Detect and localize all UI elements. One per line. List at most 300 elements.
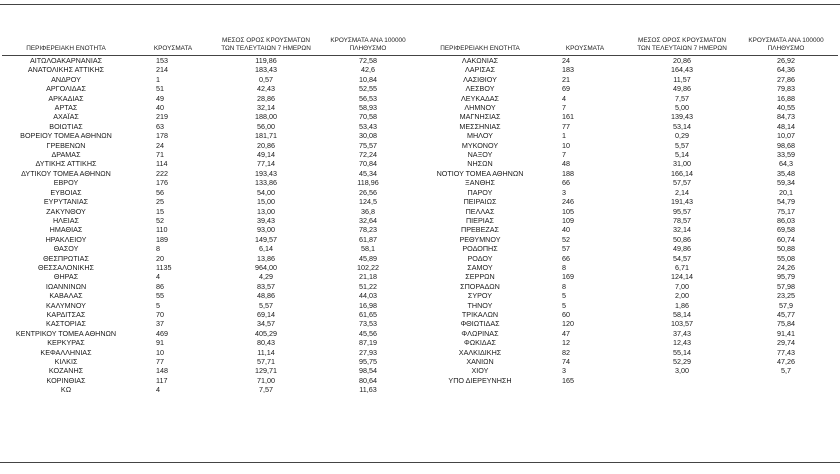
cell-avg: 32,14 xyxy=(257,103,275,113)
table-row xyxy=(2,84,420,93)
cell-cases: 7 xyxy=(562,103,566,113)
table-row xyxy=(2,366,420,375)
cell-region: ΛΗΜΝΟΥ xyxy=(464,103,496,113)
cell-cases: 82 xyxy=(562,347,570,357)
table-row xyxy=(420,122,838,131)
cell-per100k: 118,96 xyxy=(357,178,379,188)
cell-avg: 49,86 xyxy=(673,84,691,94)
cell-avg: 11,14 xyxy=(257,347,275,357)
cell-cases: 109 xyxy=(562,215,574,225)
cell-per100k: 23,25 xyxy=(777,291,795,301)
table-row xyxy=(420,310,838,319)
cell-region: ΡΟΔΟΥ xyxy=(467,253,493,263)
cell-region: ΘΑΣΟΥ xyxy=(53,244,79,254)
cell-avg: 405,29 xyxy=(255,328,277,338)
table-row xyxy=(420,131,838,140)
cell-region: ΛΕΥΚΑΔΑΣ xyxy=(460,93,499,103)
cell-cases: 24 xyxy=(156,140,164,150)
cell-per100k: 36,8 xyxy=(361,206,375,216)
cell-avg: 0,29 xyxy=(675,131,689,141)
cell-region: ΘΗΡΑΣ xyxy=(53,272,79,282)
cell-per100k: 61,65 xyxy=(359,309,377,319)
cell-region: ΠΕΙΡΑΙΩΣ xyxy=(463,197,497,207)
table-row xyxy=(420,357,838,366)
cell-region: ΜΑΓΝΗΣΙΑΣ xyxy=(459,112,501,122)
cell-region: ΛΑΣΙΘΙΟΥ xyxy=(463,74,497,84)
cell-avg: 53,14 xyxy=(673,121,691,131)
cell-per100k: 57,98 xyxy=(777,281,795,291)
cell-cases: 12 xyxy=(562,338,570,348)
cell-cases: 105 xyxy=(562,206,574,216)
cell-cases: 51 xyxy=(156,84,164,94)
cell-per100k: 29,74 xyxy=(777,338,795,348)
table-row xyxy=(2,263,420,272)
cell-region: ΑΧΑΪΑΣ xyxy=(53,112,79,122)
cell-avg: 2,00 xyxy=(675,291,689,301)
cell-cases: 189 xyxy=(156,234,168,244)
table-row xyxy=(2,310,420,319)
table-row xyxy=(2,272,420,281)
cell-cases: 55 xyxy=(156,291,164,301)
cell-avg: 166,14 xyxy=(671,168,693,178)
cell-region: ΚΟΖΑΝΗΣ xyxy=(48,366,84,376)
cases-table-right xyxy=(420,16,838,385)
table-row xyxy=(2,159,420,168)
cell-region: ΡΕΘΥΜΝΟΥ xyxy=(459,234,501,244)
cell-region: ΓΡΕΒΕΝΩΝ xyxy=(46,140,86,150)
cell-region: ΚΕΝΤΡΙΚΟΥ ΤΟΜΕΑ ΑΘΗΝΩΝ xyxy=(15,328,117,338)
cell-avg: 58,14 xyxy=(673,309,691,319)
cell-avg: 139,43 xyxy=(671,112,693,122)
cell-per100k: 95,79 xyxy=(777,272,795,282)
cell-region: ΚΑΣΤΟΡΙΑΣ xyxy=(46,319,86,329)
table-row xyxy=(2,178,420,187)
cell-avg: 57,57 xyxy=(673,178,691,188)
table-row xyxy=(2,338,420,347)
cell-avg: 77,14 xyxy=(257,159,275,169)
cell-avg: 15,00 xyxy=(257,197,275,207)
cell-avg: 13,86 xyxy=(257,253,275,263)
cell-avg: 1,86 xyxy=(675,300,689,310)
cell-avg: 55,14 xyxy=(673,347,691,357)
cell-cases: 5 xyxy=(562,291,566,301)
cell-cases: 148 xyxy=(156,366,168,376)
cell-cases: 77 xyxy=(562,121,570,131)
cell-per100k: 64,3 xyxy=(779,159,793,169)
cell-per100k: 59,34 xyxy=(777,178,795,188)
cell-avg: 13,00 xyxy=(257,206,275,216)
cell-cases: 117 xyxy=(156,375,168,385)
cell-per100k: 75,57 xyxy=(359,140,377,150)
cell-avg: 181,71 xyxy=(255,131,277,141)
cell-region: ΣΥΡΟΥ xyxy=(467,291,493,301)
cell-region: ΠΑΡΟΥ xyxy=(467,187,493,197)
cell-per100k: 20,1 xyxy=(779,187,793,197)
cell-region: ΝΗΣΩΝ xyxy=(467,159,493,169)
cell-avg: 193,43 xyxy=(255,168,277,178)
cell-per100k: 42,6 xyxy=(361,65,375,75)
cell-cases: 48 xyxy=(562,159,570,169)
cell-region: ΛΑΡΙΣΑΣ xyxy=(464,65,496,75)
cell-cases: 47 xyxy=(562,328,570,338)
cell-cases: 56 xyxy=(156,187,164,197)
table-row xyxy=(420,338,838,347)
cell-avg: 28,86 xyxy=(257,93,275,103)
cell-region: ΠΕΛΛΑΣ xyxy=(465,206,495,216)
cell-avg: 83,57 xyxy=(257,281,275,291)
cell-region: ΦΛΩΡΙΝΑΣ xyxy=(461,328,499,338)
cell-cases: 40 xyxy=(562,225,570,235)
cell-cases: 70 xyxy=(156,309,164,319)
cell-region: ΘΕΣΠΡΩΤΙΑΣ xyxy=(43,253,89,263)
cell-cases: 20 xyxy=(156,253,164,263)
cell-per100k: 79,83 xyxy=(777,84,795,94)
cell-per100k: 75,17 xyxy=(777,206,795,216)
table-row xyxy=(2,207,420,216)
cell-region: ΧΑΝΙΩΝ xyxy=(466,357,494,366)
table-row xyxy=(420,263,838,272)
cell-avg: 7,00 xyxy=(675,281,689,291)
table-row xyxy=(2,348,420,357)
cell-per100k: 27,93 xyxy=(359,347,377,357)
table-row xyxy=(420,169,838,178)
cell-cases: 176 xyxy=(156,178,168,188)
cell-per100k: 45,56 xyxy=(359,328,377,338)
table-row xyxy=(2,169,420,178)
cell-avg: 183,43 xyxy=(255,65,277,75)
table-row xyxy=(420,244,838,253)
cell-region: ΧΙΟΥ xyxy=(471,366,489,376)
cell-per100k: 5,7 xyxy=(781,366,791,376)
cell-region: ΗΛΕΙΑΣ xyxy=(52,215,80,225)
cell-cases: 1 xyxy=(562,131,566,141)
cell-per100k: 78,23 xyxy=(359,225,377,235)
cell-per100k: 86,03 xyxy=(777,215,795,225)
cell-region: ΜΗΛΟΥ xyxy=(467,131,493,141)
cell-avg: 6,14 xyxy=(259,244,273,254)
cell-per100k: 40,55 xyxy=(777,103,795,113)
cell-per100k: 58,93 xyxy=(359,103,377,113)
cell-per100k: 64,36 xyxy=(777,65,795,75)
cell-cases: 214 xyxy=(156,65,168,75)
cell-region: ΔΥΤΙΚΟΥ ΤΟΜΕΑ ΑΘΗΝΩΝ xyxy=(21,168,111,178)
cell-cases: 1 xyxy=(156,74,160,84)
cell-avg: 95,57 xyxy=(673,206,691,216)
cell-avg: 5,14 xyxy=(675,150,689,160)
cell-cases: 91 xyxy=(156,338,164,348)
table-row xyxy=(2,112,420,121)
table-row xyxy=(420,84,838,93)
cell-cases: 4 xyxy=(156,272,160,282)
cell-region: ΝΑΞΟΥ xyxy=(467,150,493,160)
cases-table-left xyxy=(2,16,420,395)
cell-avg: 6,71 xyxy=(675,262,689,272)
col-header-per100k: ΚΡΟΥΣΜΑΤΑ ΑΝΑ 100000 ΠΛΗΘΥΣΜΟ xyxy=(734,16,838,56)
cell-avg: 103,57 xyxy=(671,319,693,329)
cell-region: ΣΠΟΡΑΔΩΝ xyxy=(460,281,500,291)
cell-per100k: 33,59 xyxy=(777,150,795,160)
cell-per100k: 84,73 xyxy=(777,112,795,122)
cell-cases: 25 xyxy=(156,197,164,207)
table-row xyxy=(420,112,838,121)
cell-region: ΦΩΚΙΔΑΣ xyxy=(464,338,496,348)
cell-cases: 52 xyxy=(562,234,570,244)
cell-region: ΜΕΣΣΗΝΙΑΣ xyxy=(459,121,501,131)
cell-per100k: 58,1 xyxy=(361,244,375,254)
cell-cases: 5 xyxy=(562,300,566,310)
table-body-right xyxy=(420,56,838,386)
cell-avg: 119,86 xyxy=(255,56,277,65)
table-row xyxy=(420,301,838,310)
cell-avg: 69,14 xyxy=(257,309,275,319)
cell-cases: 8 xyxy=(562,262,566,272)
table-row xyxy=(420,207,838,216)
cell-per100k: 47,26 xyxy=(777,357,795,366)
cell-per100k: 45,77 xyxy=(777,309,795,319)
cell-per100k: 102,22 xyxy=(357,262,379,272)
cell-per100k: 21,18 xyxy=(359,272,377,282)
table-row xyxy=(420,254,838,263)
table-row xyxy=(2,254,420,263)
top-rule xyxy=(0,4,840,5)
cell-avg: 12,43 xyxy=(673,338,691,348)
cell-cases: 219 xyxy=(156,112,168,122)
cell-avg: 80,43 xyxy=(257,338,275,348)
cell-per100k: 51,22 xyxy=(359,281,377,291)
cell-cases: 8 xyxy=(156,244,160,254)
cell-cases: 66 xyxy=(562,253,570,263)
cell-cases: 120 xyxy=(562,319,574,329)
cell-cases: 3 xyxy=(562,366,566,376)
cell-per100k: 72,24 xyxy=(359,150,377,160)
cell-per100k: 60,74 xyxy=(777,234,795,244)
cell-avg: 34,57 xyxy=(257,319,275,329)
cell-region: ΚΙΛΚΙΣ xyxy=(54,357,78,366)
table-row xyxy=(420,103,838,112)
table-row xyxy=(420,216,838,225)
cell-avg: 3,00 xyxy=(675,366,689,376)
table-header-row xyxy=(2,16,420,56)
cell-cases: 5 xyxy=(156,300,160,310)
cell-region: ΕΒΡΟΥ xyxy=(53,178,79,188)
cell-region: ΛΑΚΩΝΙΑΣ xyxy=(461,56,499,65)
table-row xyxy=(420,329,838,338)
cell-region: ΑΡΤΑΣ xyxy=(54,103,78,113)
table-row xyxy=(2,75,420,84)
cell-cases: 188 xyxy=(562,168,574,178)
table-row xyxy=(420,150,838,159)
cell-per100k: 124,5 xyxy=(359,197,377,207)
cell-per100k: 80,64 xyxy=(359,375,377,385)
cell-region: ΕΥΡΥΤΑΝΙΑΣ xyxy=(43,197,89,207)
cell-region: ΜΥΚΟΝΟΥ xyxy=(461,140,499,150)
cell-cases: 161 xyxy=(562,112,574,122)
table-row xyxy=(420,178,838,187)
cell-per100k: 26,92 xyxy=(777,56,795,65)
cell-cases: 21 xyxy=(562,74,570,84)
cell-avg: 37,43 xyxy=(673,328,691,338)
cell-cases: 24 xyxy=(562,56,570,65)
cell-avg: 4,29 xyxy=(259,272,273,282)
cell-cases: 169 xyxy=(562,272,574,282)
cell-region: ΗΡΑΚΛΕΙΟΥ xyxy=(45,234,87,244)
cell-avg: 32,14 xyxy=(673,225,691,235)
table-header-row xyxy=(420,16,838,56)
table-row xyxy=(420,319,838,328)
cell-avg: 7,57 xyxy=(259,385,273,395)
cell-region: ΠΡΕΒΕΖΑΣ xyxy=(461,225,499,235)
cell-cases: 57 xyxy=(562,244,570,254)
table-row xyxy=(2,188,420,197)
cell-cases: 246 xyxy=(562,197,574,207)
table-row xyxy=(2,197,420,206)
cell-avg: 71,00 xyxy=(257,375,275,385)
cell-per100k: 52,55 xyxy=(359,84,377,94)
cell-per100k: 10,84 xyxy=(359,74,377,84)
cell-cases: 66 xyxy=(562,178,570,188)
table-row xyxy=(2,329,420,338)
cell-cases: 7 xyxy=(562,150,566,160)
cell-per100k: 98,68 xyxy=(777,140,795,150)
table-row xyxy=(420,235,838,244)
cell-avg: 20,86 xyxy=(673,56,691,65)
cell-cases: 60 xyxy=(562,309,570,319)
col-header-region: ΠΕΡΙΦΕΡΕΙΑΚΗ ΕΝΟΤΗΤΑ xyxy=(420,16,540,56)
cell-region: ΒΟΡΕΙΟΥ ΤΟΜΕΑ ΑΘΗΝΩΝ xyxy=(20,131,112,141)
cell-per100k: 69,58 xyxy=(777,225,795,235)
cell-cases: 86 xyxy=(156,281,164,291)
cell-avg: 11,57 xyxy=(673,74,691,84)
table-row xyxy=(2,385,420,394)
cell-per100k: 61,87 xyxy=(359,234,377,244)
cell-cases: 15 xyxy=(156,206,164,216)
cell-region: ΘΕΣΣΑΛΟΝΙΚΗΣ xyxy=(38,262,94,272)
right-table-block xyxy=(420,16,838,385)
table-row xyxy=(2,235,420,244)
table-row xyxy=(420,197,838,206)
table-row xyxy=(420,141,838,150)
col-header-cases: ΚΡΟΥΣΜΑΤΑ xyxy=(540,16,630,56)
cell-per100k: 50,88 xyxy=(777,244,795,254)
cell-region: ΗΜΑΘΙΑΣ xyxy=(49,225,83,235)
cell-region: ΒΟΙΩΤΙΑΣ xyxy=(49,121,83,131)
table-row xyxy=(420,94,838,103)
cell-region: ΚΑΛΥΜΝΟΥ xyxy=(46,300,86,310)
cell-per100k: 95,75 xyxy=(359,357,377,366)
table-row xyxy=(420,75,838,84)
cell-region: ΔΥΤΙΚΗΣ ΑΤΤΙΚΗΣ xyxy=(35,159,97,169)
col-header-cases: ΚΡΟΥΣΜΑΤΑ xyxy=(130,16,216,56)
table-row xyxy=(420,366,838,375)
cell-region: ΕΥΒΟΙΑΣ xyxy=(50,187,82,197)
cell-cases: 63 xyxy=(156,121,164,131)
cell-cases: 165 xyxy=(562,375,574,385)
table-row xyxy=(2,94,420,103)
cell-region: ΥΠΟ ΔΙΕΡΕΥΝΗΣΗ xyxy=(448,375,512,385)
cell-per100k: 27,86 xyxy=(777,74,795,84)
cell-per100k: 72,58 xyxy=(359,56,377,65)
table-row xyxy=(420,348,838,357)
cell-cases: 49 xyxy=(156,93,164,103)
cell-avg: 50,86 xyxy=(673,234,691,244)
cell-avg: 48,86 xyxy=(257,291,275,301)
cell-per100k: 11,63 xyxy=(359,385,377,395)
cell-cases: 222 xyxy=(156,168,168,178)
table-row xyxy=(2,65,420,74)
cell-cases: 69 xyxy=(562,84,570,94)
cell-per100k: 53,43 xyxy=(359,121,377,131)
cell-avg: 2,14 xyxy=(675,187,689,197)
cell-per100k: 24,26 xyxy=(777,262,795,272)
cell-region: ΞΑΝΘΗΣ xyxy=(465,178,495,188)
table-row xyxy=(420,272,838,281)
cell-avg: 124,14 xyxy=(671,272,693,282)
cell-region: ΙΩΑΝΝΙΝΩΝ xyxy=(45,281,87,291)
cell-per100k: 55,08 xyxy=(777,253,795,263)
cell-cases: 4 xyxy=(156,385,160,395)
cell-region: ΤΡΙΚΑΛΩΝ xyxy=(461,309,499,319)
cell-avg: 149,57 xyxy=(255,234,277,244)
cell-cases: 40 xyxy=(156,103,164,113)
cell-per100k: 75,84 xyxy=(777,319,795,329)
cell-avg: 7,57 xyxy=(675,93,689,103)
cell-cases: 469 xyxy=(156,328,168,338)
cell-cases: 71 xyxy=(156,150,164,160)
cell-per100k: 45,34 xyxy=(359,168,377,178)
left-table-block xyxy=(2,16,420,395)
table-row xyxy=(2,131,420,140)
cell-region: ΚΕΡΚΥΡΑΣ xyxy=(47,338,85,348)
cell-region: ΣΑΜΟΥ xyxy=(467,262,493,272)
cell-region: ΧΑΛΚΙΔΙΚΗΣ xyxy=(458,347,502,357)
cell-avg: 93,00 xyxy=(257,225,275,235)
table-row xyxy=(2,376,420,385)
table-row xyxy=(2,319,420,328)
cell-avg: 5,57 xyxy=(675,140,689,150)
cell-avg: 0,57 xyxy=(259,74,273,84)
table-row xyxy=(2,141,420,150)
cell-region: ΠΙΕΡΙΑΣ xyxy=(465,215,494,225)
table-row xyxy=(420,291,838,300)
cell-cases: 110 xyxy=(156,225,168,235)
table-row xyxy=(2,122,420,131)
table-row xyxy=(2,150,420,159)
bottom-rule xyxy=(0,462,840,463)
table-body-left xyxy=(2,56,420,395)
table-row xyxy=(2,103,420,112)
cell-cases: 178 xyxy=(156,131,168,141)
cell-avg: 57,71 xyxy=(257,357,275,366)
table-row xyxy=(420,56,838,66)
table-row xyxy=(2,282,420,291)
cell-region: ΑΝΔΡΟΥ xyxy=(51,74,81,84)
cell-avg: 52,29 xyxy=(673,357,691,366)
cell-per100k: 44,03 xyxy=(359,291,377,301)
table-row xyxy=(420,159,838,168)
cell-per100k: 87,19 xyxy=(359,338,377,348)
cell-cases: 3 xyxy=(562,187,566,197)
cell-avg: 78,57 xyxy=(673,215,691,225)
cell-cases: 10 xyxy=(562,140,570,150)
cell-region: ΚΑΒΑΛΑΣ xyxy=(49,291,83,301)
cell-region: ΔΡΑΜΑΣ xyxy=(51,150,81,160)
cell-region: ΑΡΓΟΛΙΔΑΣ xyxy=(46,84,86,94)
cell-region: ΚΩ xyxy=(60,385,72,395)
cell-cases: 8 xyxy=(562,281,566,291)
table-row xyxy=(2,357,420,366)
cell-per100k: 98,54 xyxy=(359,366,377,376)
cell-region: ΚΑΡΔΙΤΣΑΣ xyxy=(46,309,86,319)
